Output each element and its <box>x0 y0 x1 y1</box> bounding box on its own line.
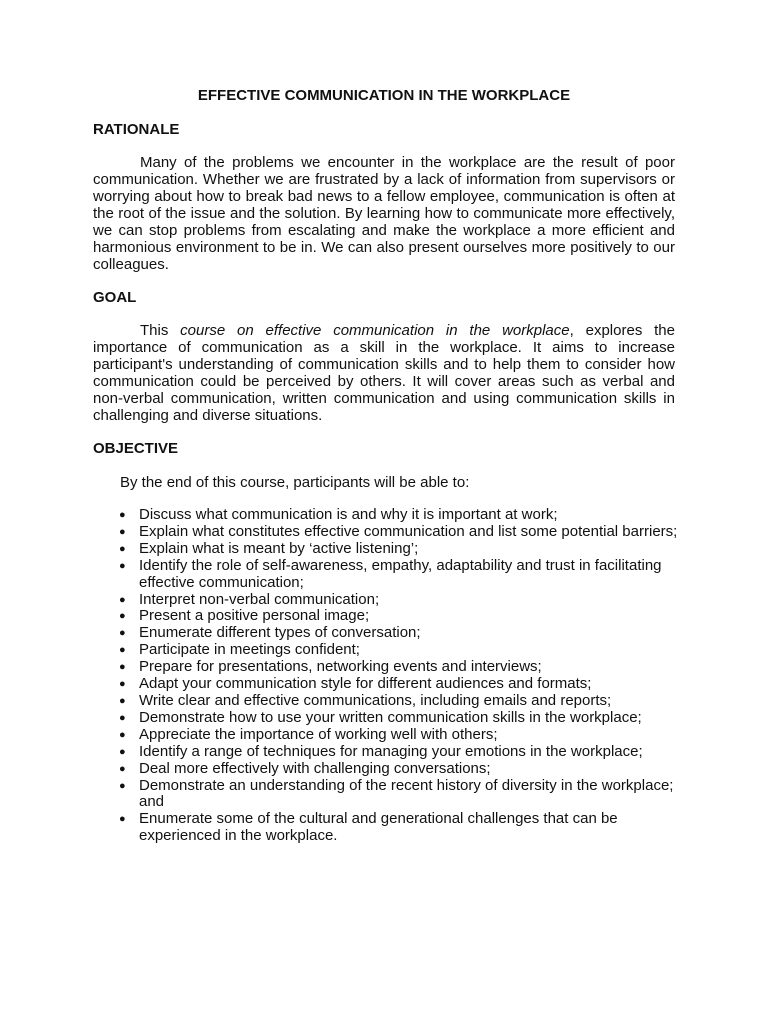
objective-item <box>119 541 679 558</box>
objective-item-text: Prepare for presentations, networking events and interviews; <box>139 658 542 676</box>
objective-item-text: Participate in meetings confident; <box>139 641 360 659</box>
bullet-icon: ● <box>119 627 126 640</box>
objective-item-text: Adapt your communication style for different audiences and formats; <box>139 675 592 693</box>
objective-item <box>119 642 679 659</box>
objective-item-text: Explain what constitutes effective communication and list some potential barriers; <box>139 522 678 540</box>
goal-text-rest: , explores the importance of communication as a skill in the workplace. It aims to increase participant's understanding of communication skills and to help them to consider how communication could be perceived by others. It will cover areas such as verbal and non-verbal communication, written communication and using communication skills in challenging and diverse situations. <box>93 322 675 424</box>
bullet-icon: ● <box>119 610 126 623</box>
bullet-icon: ● <box>119 779 126 792</box>
objective-item <box>119 710 679 727</box>
objective-item <box>119 727 679 744</box>
objective-item <box>119 507 679 524</box>
objective-item-text: Appreciate the importance of working well with others; <box>139 725 498 743</box>
objective-item-text: Write clear and effective communications, including emails and reports; <box>139 691 612 709</box>
objective-item-text: Present a positive personal image; <box>139 607 370 625</box>
objective-item <box>119 608 679 625</box>
bullet-icon: ● <box>119 728 126 741</box>
document-title: EFFECTIVE COMMUNICATION IN THE WORKPLACE <box>197 87 571 104</box>
objective-item <box>119 744 679 761</box>
bullet-icon: ● <box>119 559 126 572</box>
bullet-icon: ● <box>119 661 126 674</box>
bullet-icon: ● <box>119 593 126 606</box>
bullet-icon: ● <box>119 762 126 775</box>
goal-heading: GOAL <box>93 289 137 306</box>
bullet-icon: ● <box>119 509 126 521</box>
rationale-heading: RATIONALE <box>93 121 180 138</box>
objective-item-text: Demonstrate how to use your written communication skills in the workplace; <box>139 708 642 726</box>
objective-item <box>119 693 679 710</box>
objective-item <box>119 778 679 812</box>
objective-item <box>119 761 679 778</box>
course-name-italic: course on effective communication in the workplace <box>180 322 570 339</box>
bullet-icon: ● <box>119 813 126 826</box>
objectives-list <box>119 507 679 845</box>
objective-item <box>119 811 679 845</box>
objective-item <box>119 592 679 609</box>
bullet-icon: ● <box>119 678 126 691</box>
bullet-icon: ● <box>119 711 126 724</box>
rationale-paragraph: Many of the problems we encounter in the workplace are the result of poor communication. Whether we are frustrated by a lack of information from supervisors or worrying about how to break bad news to a fellow employee, communication is often at the root of the issue and the solution. By learning how to communicate more effectively, we can stop problems from escalating and make the workplace a more efficient and harmonious environment to be in. We can also present ourselves more positively to our colleagues. <box>93 154 675 273</box>
objective-heading: OBJECTIVE <box>93 440 179 457</box>
objective-intro: By the end of this course, participants will be able to: <box>120 474 470 491</box>
objective-item-text: Enumerate some of the cultural and generational challenges that can be experienced in the workplace. <box>139 810 618 845</box>
goal-paragraph <box>93 322 675 424</box>
bullet-icon: ● <box>119 542 126 555</box>
objective-item-text: Discuss what communication is and why it is important at work; <box>139 506 558 523</box>
objective-item-text: Identify the role of self-awareness, empathy, adaptability and trust in facilitating effective communication; <box>139 556 662 591</box>
goal-text-start: This <box>140 322 181 339</box>
bullet-icon: ● <box>119 745 126 758</box>
objective-item <box>119 625 679 642</box>
objective-item-text: Identify a range of techniques for managing your emotions in the workplace; <box>139 742 643 760</box>
bullet-icon: ● <box>119 525 126 538</box>
objective-item <box>119 558 679 592</box>
bullet-icon: ● <box>119 644 126 657</box>
objective-item-text: Enumerate different types of conversation; <box>139 624 421 642</box>
objective-item-text: Interpret non-verbal communication; <box>139 590 380 608</box>
objective-item-text: Explain what is meant by ‘active listening’; <box>139 539 419 557</box>
objective-item <box>119 524 679 541</box>
objective-item-text: Deal more effectively with challenging conversations; <box>139 759 491 777</box>
objective-item-text: Demonstrate an understanding of the recent history of diversity in the workplace; and <box>139 776 674 811</box>
objective-item <box>119 676 679 693</box>
bullet-icon: ● <box>119 694 126 707</box>
objective-item <box>119 659 679 676</box>
